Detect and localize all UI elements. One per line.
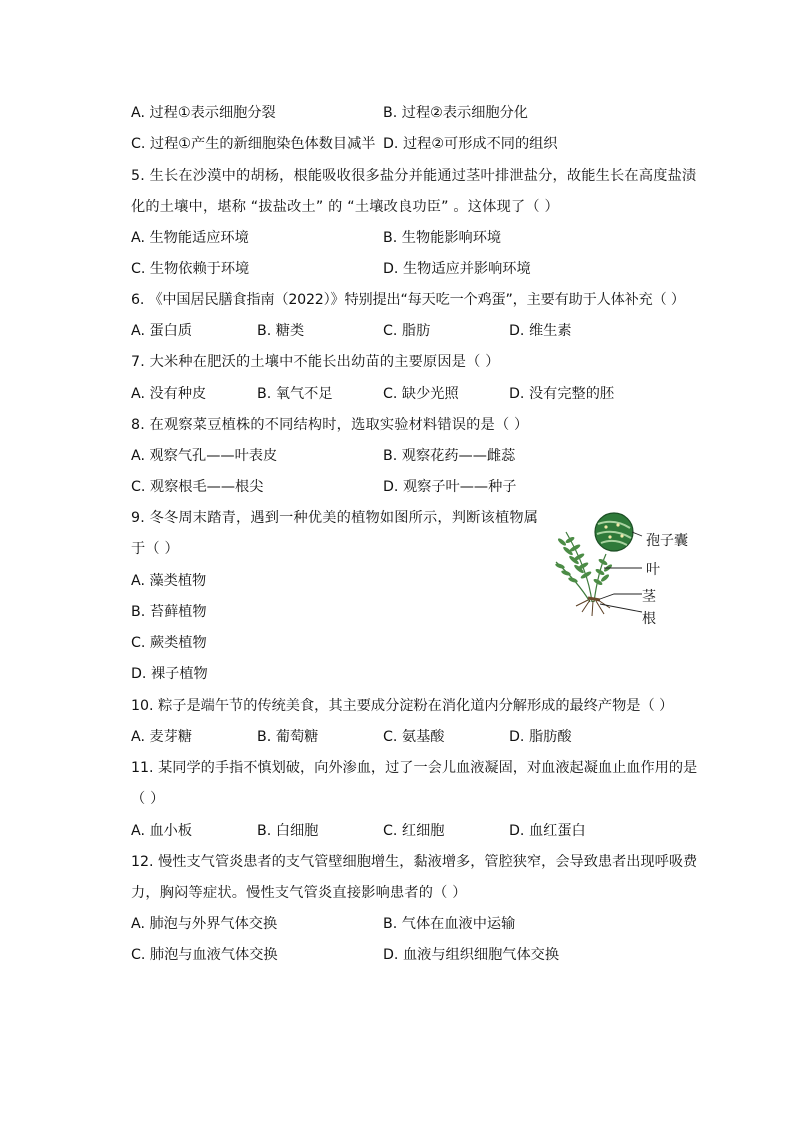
q11-option-a: A. 血小板 [131,823,193,839]
q12-stem-line2: 力，胸闷等症状。慢性支气管炎直接影响患者的（ ） [131,885,467,901]
q6-option-a: A. 蛋白质 [131,323,193,339]
q11-option-b: B. 白细胞 [257,823,319,839]
q8-option-c: C. 观察根毛——根尖 [131,479,264,495]
q7-option-d: D. 没有完整的胚 [509,386,615,402]
q7-option-b: B. 氧气不足 [257,386,333,402]
q4-option-a: A. 过程①表示细胞分裂 [131,105,276,121]
q5-option-b: B. 生物能影响环境 [383,230,502,246]
q10-stem: 10. 粽子是端午节的传统美食，其主要成分淀粉在消化道内分解形成的最终产物是（ ） [131,698,674,714]
q11-option-d: D. 血红蛋白 [509,823,586,839]
q12-option-b: B. 气体在血液中运输 [383,916,516,932]
q5-stem-line1: 5. 生长在沙漠中的胡杨，根能吸收很多盐分并能通过茎叶排泄盐分，故能生长在高度盐渍 [131,168,697,184]
q10-option-c: C. 氨基酸 [383,729,445,745]
q12-stem-line1: 12. 慢性支气管炎患者的支气管壁细胞增生，黏液增多，管腔狭窄，会导致患者出现呼吸费 [131,854,698,870]
q10-option-b: B. 葡萄糖 [257,729,319,745]
q4-option-d: D. 过程②可形成不同的组织 [383,136,558,152]
q4-option-c: C. 过程①产生的新细胞染色体数目减半 [131,136,376,152]
q8-option-d: D. 观察子叶——种子 [383,479,517,495]
fern-illustration [548,510,698,630]
q9-stem-line1: 9. 冬冬周末踏青，遇到一种优美的植物如图所示，判断该植物属 [131,510,539,526]
fern-figure [548,510,698,630]
q10-option-a: A. 麦芽糖 [131,729,193,745]
label-leaf: 叶 [646,562,660,578]
q9-option-d: D. 裸子植物 [131,666,208,682]
q5-option-d: D. 生物适应并影响环境 [383,261,531,277]
q6-stem: 6. 《中国居民膳食指南（2022）》特别提出“每天吃一个鸡蛋”，主要有助于人体补充（ ） [131,292,685,308]
q9-stem-line2: 于（ ） [131,541,179,557]
q6-option-b: B. 糖类 [257,323,305,339]
q9-option-a: A. 藻类植物 [131,573,207,589]
q4-option-b: B. 过程②表示细胞分化 [383,105,528,121]
q5-option-c: C. 生物依赖于环境 [131,261,250,277]
q9-option-b: B. 苔藓植物 [131,604,207,620]
q7-option-c: C. 缺少光照 [383,386,459,402]
q8-option-a: A. 观察气孔——叶表皮 [131,448,278,464]
q6-option-c: C. 脂肪 [383,323,431,339]
q8-stem: 8. 在观察菜豆植株的不同结构时，选取实验材料错误的是（ ） [131,417,529,433]
q7-stem: 7. 大米种在肥沃的土壤中不能长出幼苗的主要原因是（ ） [131,354,500,370]
q9-option-c: C. 蕨类植物 [131,635,207,651]
label-root: 根 [642,611,656,627]
q8-option-b: B. 观察花药——雌蕊 [383,448,516,464]
label-stem: 茎 [642,589,656,605]
q6-option-d: D. 维生素 [509,323,572,339]
q12-option-a: A. 肺泡与外界气体交换 [131,916,278,932]
q11-stem-line1: 11. 某同学的手指不慎划破，向外渗血，过了一会儿血液凝固，对血液起凝血止血作用的是 [131,760,698,776]
q11-stem-line2: （ ） [131,791,165,807]
q7-option-a: A. 没有种皮 [131,386,207,402]
q12-option-d: D. 血液与组织细胞气体交换 [383,947,560,963]
q5-stem-line2: 化的土壤中，堪称 “拔盐改土” 的 “土壤改良功臣” 。这体现了（ ） [131,199,559,215]
q11-option-c: C. 红细胞 [383,823,445,839]
q12-option-c: C. 肺泡与血液气体交换 [131,947,278,963]
q10-option-d: D. 脂肪酸 [509,729,572,745]
label-sporangium: 孢子囊 [646,533,688,549]
q5-option-a: A. 生物能适应环境 [131,230,249,246]
